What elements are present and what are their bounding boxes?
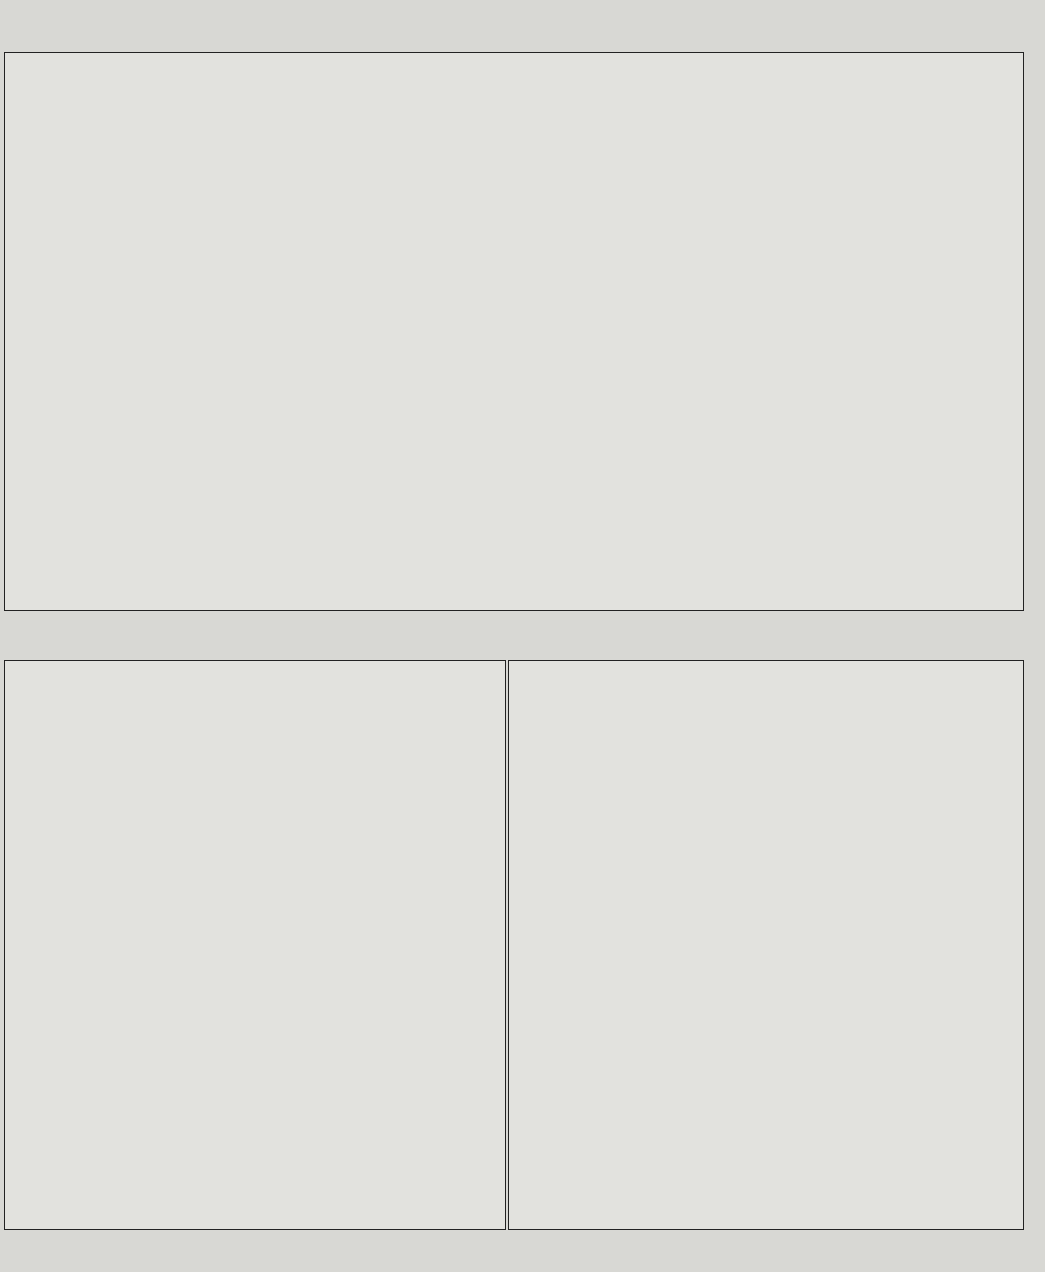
timetable-bottom-right [508,660,1024,1230]
timetable-top [4,52,1024,611]
timetable-bottom-left [4,660,506,1230]
